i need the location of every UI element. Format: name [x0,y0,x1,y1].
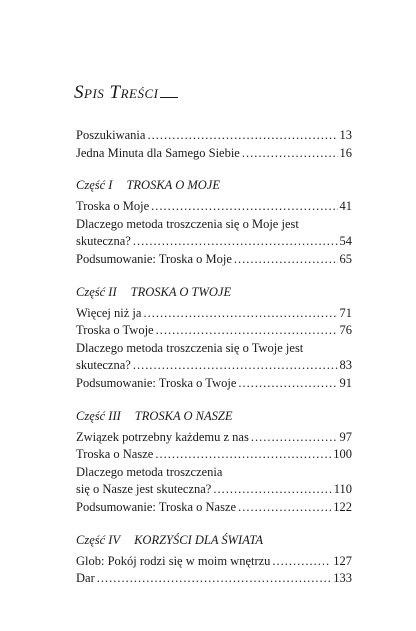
entry-label: Poszukiwania [76,128,146,142]
dot-leader [143,305,337,323]
dot-leader [213,481,331,499]
dot-leader [242,145,338,163]
entry-label: Troska o Moje [76,199,150,214]
entry-label-line1: Dlaczego metoda troszczenia się o Twoje jest [76,340,304,355]
dot-leader [238,375,337,393]
entry-label: skuteczna? [76,234,131,249]
toc-title [74,82,178,104]
toc-entry [76,305,352,323]
entry-page-number: 16 [339,145,352,160]
entry-page-number: 13 [339,128,352,142]
toc-entry [76,375,352,393]
toc-entry [76,446,352,464]
entry-label: Podsumowanie: Troska o Twoje [76,375,237,390]
toc-title-text: Spis Treści [74,82,159,103]
dot-leader [97,570,332,588]
section-part: Część III [76,408,121,423]
entry-page-number: 65 [339,251,352,266]
section-part: Część I [76,178,113,193]
entry-page-number: 83 [339,358,352,373]
entry-page-number: 41 [339,199,352,214]
table-of-contents [76,127,352,588]
entry-label: się o Nasze jest skuteczna? [76,482,212,497]
section-name: TROSKA O TWOJE [130,284,232,299]
entry-label-line1: Dlaczego metoda troszczenia się o Moje jest [76,216,299,231]
dot-leader [238,499,331,517]
entry-label: Więcej niż ja [76,305,142,320]
section-heading [76,283,352,301]
entry-label-line1: Dlaczego metoda troszczenia [76,464,223,479]
toc-entry [76,570,352,588]
entry-page-number: 54 [339,234,352,249]
entry-label: Podsumowanie: Troska o Nasze [76,499,237,514]
dot-leader [133,233,338,251]
dot-leader [147,127,337,145]
toc-entry [76,481,352,499]
entry-label: Troska o Nasze [76,447,154,462]
entry-page-number: 100 [333,447,352,462]
entry-page-number: 97 [339,429,352,444]
entry-label: Związek potrzebny każdemu z nas [76,429,249,444]
toc-entry [76,127,352,145]
toc-entry [76,198,352,216]
toc-entry [76,322,352,340]
section-name: KORZYŚCI DLA ŚWIATA [134,532,264,547]
entry-page-number: 133 [333,571,352,586]
entry-label: skuteczna? [76,358,131,373]
dot-leader [156,322,338,340]
entry-page-number: 122 [333,499,352,514]
entry-page-number: 91 [339,375,352,390]
toc-entry [76,429,352,447]
entry-page-number: 127 [333,553,352,568]
section-part: Część IV [76,532,121,547]
title-underline [160,97,178,98]
section-heading [76,531,352,549]
entry-label: Podsumowanie: Troska o Moje [76,251,232,266]
toc-entry [76,233,352,251]
toc-entry [76,553,352,571]
entry-label: Jedna Minuta dla Samego Siebie [76,145,240,160]
toc-entry [76,145,352,163]
toc-entry [76,251,352,269]
dot-leader [151,198,337,216]
dot-leader [272,553,331,571]
entry-page-number: 76 [339,323,352,338]
section-name: TROSKA O NASZE [134,408,233,423]
entry-page-number: 110 [333,482,352,497]
dot-leader [155,446,331,464]
toc-entry [76,499,352,517]
section-heading [76,176,352,194]
section-heading [76,407,352,425]
entry-page-number: 71 [339,305,352,320]
section-part: Część II [76,284,117,299]
dot-leader [251,429,338,447]
entry-label: Glob: Pokój rodzi się w moim wnętrzu [76,553,271,568]
section-name: TROSKA O MOJE [126,178,220,193]
entry-label: Dar [76,571,95,586]
toc-entry [76,357,352,375]
dot-leader [234,251,338,269]
dot-leader [133,357,338,375]
entry-label: Troska o Twoje [76,323,154,338]
